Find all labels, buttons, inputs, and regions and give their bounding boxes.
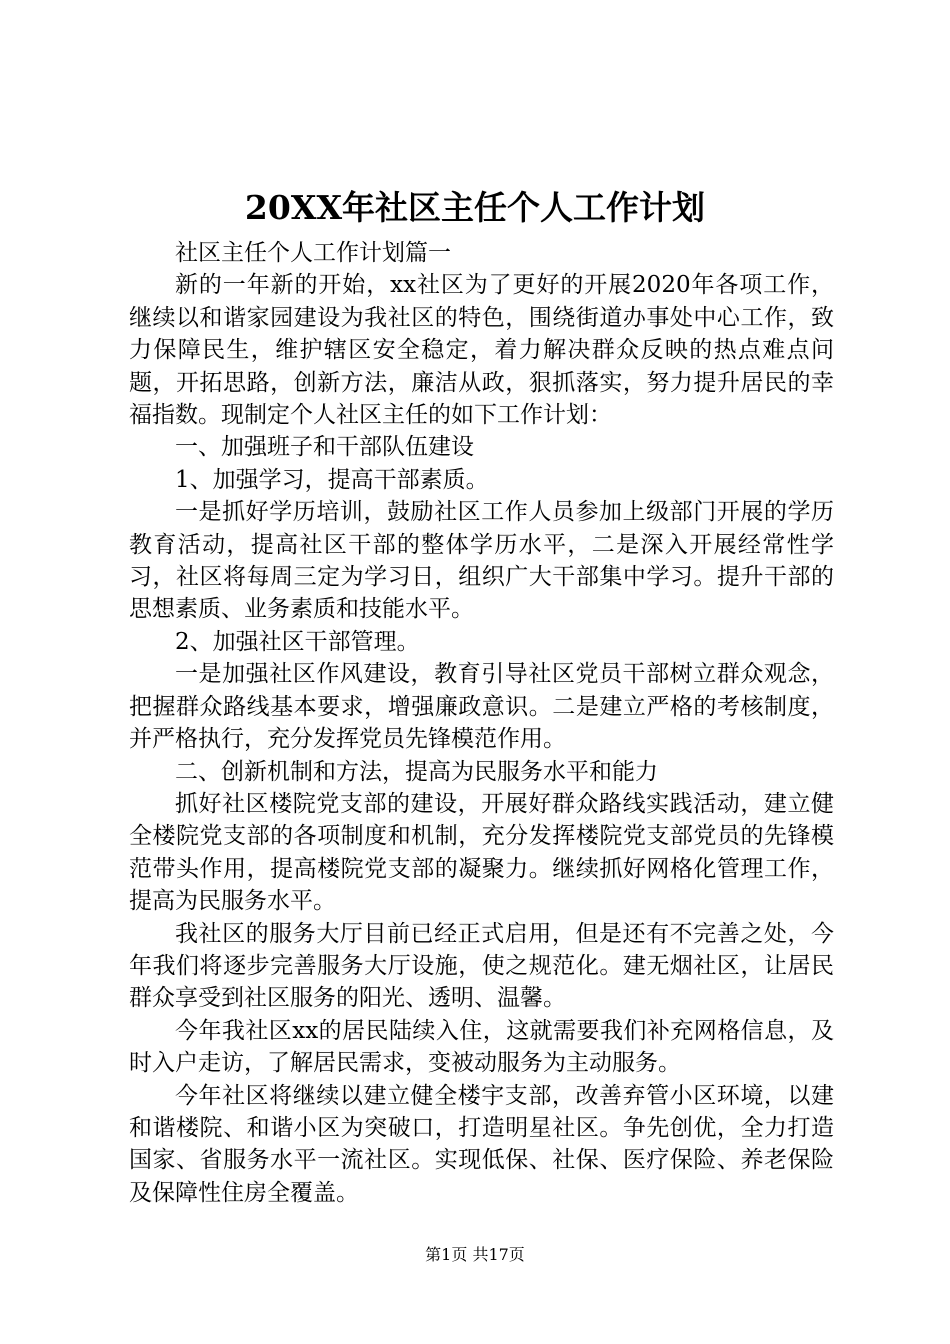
subsection-heading-2: 2、加强社区干部管理。 <box>175 628 420 655</box>
paragraph: 一是抓好学历培训，鼓励社区工作人员参加上级部门开展的学历教育活动，提高社区干部的整体学历水平，二是深入开展经常性学习，社区将每周三定为学习日，组织广大干部集中学习。提升干部的思想素质、业务素质和技能水平。 <box>129 499 834 623</box>
document-title: 20XX年社区主任个人工作计划 <box>244 188 706 227</box>
paragraph: 今年我社区xx的居民陆续入住，这就需要我们补充网格信息，及时入户走访，了解居民需求，变被动服务为主动服务。 <box>129 1017 834 1077</box>
paragraph: 抓好社区楼院党支部的建设，开展好群众路线实践活动，建立健全楼院党支部的各项制度和机制，充分发挥楼院党支部党员的先锋模范带头作用，提高楼院党支部的凝聚力。继续抓好网格化管理工作，提高为民服务水平。 <box>129 790 834 915</box>
paragraph: 我社区的服务大厅目前已经正式启用，但是还有不完善之处，今年我们将逐步完善服务大厅设施，使之规范化。建无烟社区，让居民群众享受到社区服务的阳光、透明、温馨。 <box>129 920 834 1012</box>
subsection-heading-1: 1、加强学习，提高干部素质。 <box>175 466 489 493</box>
paragraph: 今年社区将继续以建立健全楼宇支部，改善弃管小区环境，以建和谐楼院、和谐小区为突破口，打造明星社区。争先创优，全力打造国家、省服务水平一流社区。实现低保、社保、医疗保险、养老保险及保障性住房全覆盖。 <box>129 1082 834 1206</box>
section-heading-2: 二、创新机制和方法，提高为民服务水平和能力 <box>175 758 658 785</box>
paragraph: 一是加强社区作风建设，教育引导社区党员干部树立群众观念，把握群众路线基本要求，增强廉政意识。二是建立严格的考核制度，并严格执行，充分发挥党员先锋模范作用。 <box>129 661 834 753</box>
paragraph-heading: 社区主任个人工作计划篇一 <box>175 240 451 266</box>
paragraph-intro: 新的一年新的开始，xx社区为了更好的开展2020年各项工作，继续以和谐家园建设为我社区的特色，围绕街道办事处中心工作，致力保障民生，维护辖区安全稳定，着力解决群众反映的热点难点问题，开拓思路，创新方法，廉洁从政，狠抓落实，努力提升居民的幸福指数。现制定个人社区主任的如下工作计划： <box>129 272 834 429</box>
page-number-footer: 第1页 共17页 <box>425 1245 525 1264</box>
section-heading-1: 一、加强班子和干部队伍建设 <box>175 434 474 461</box>
document-body <box>129 237 834 1209</box>
